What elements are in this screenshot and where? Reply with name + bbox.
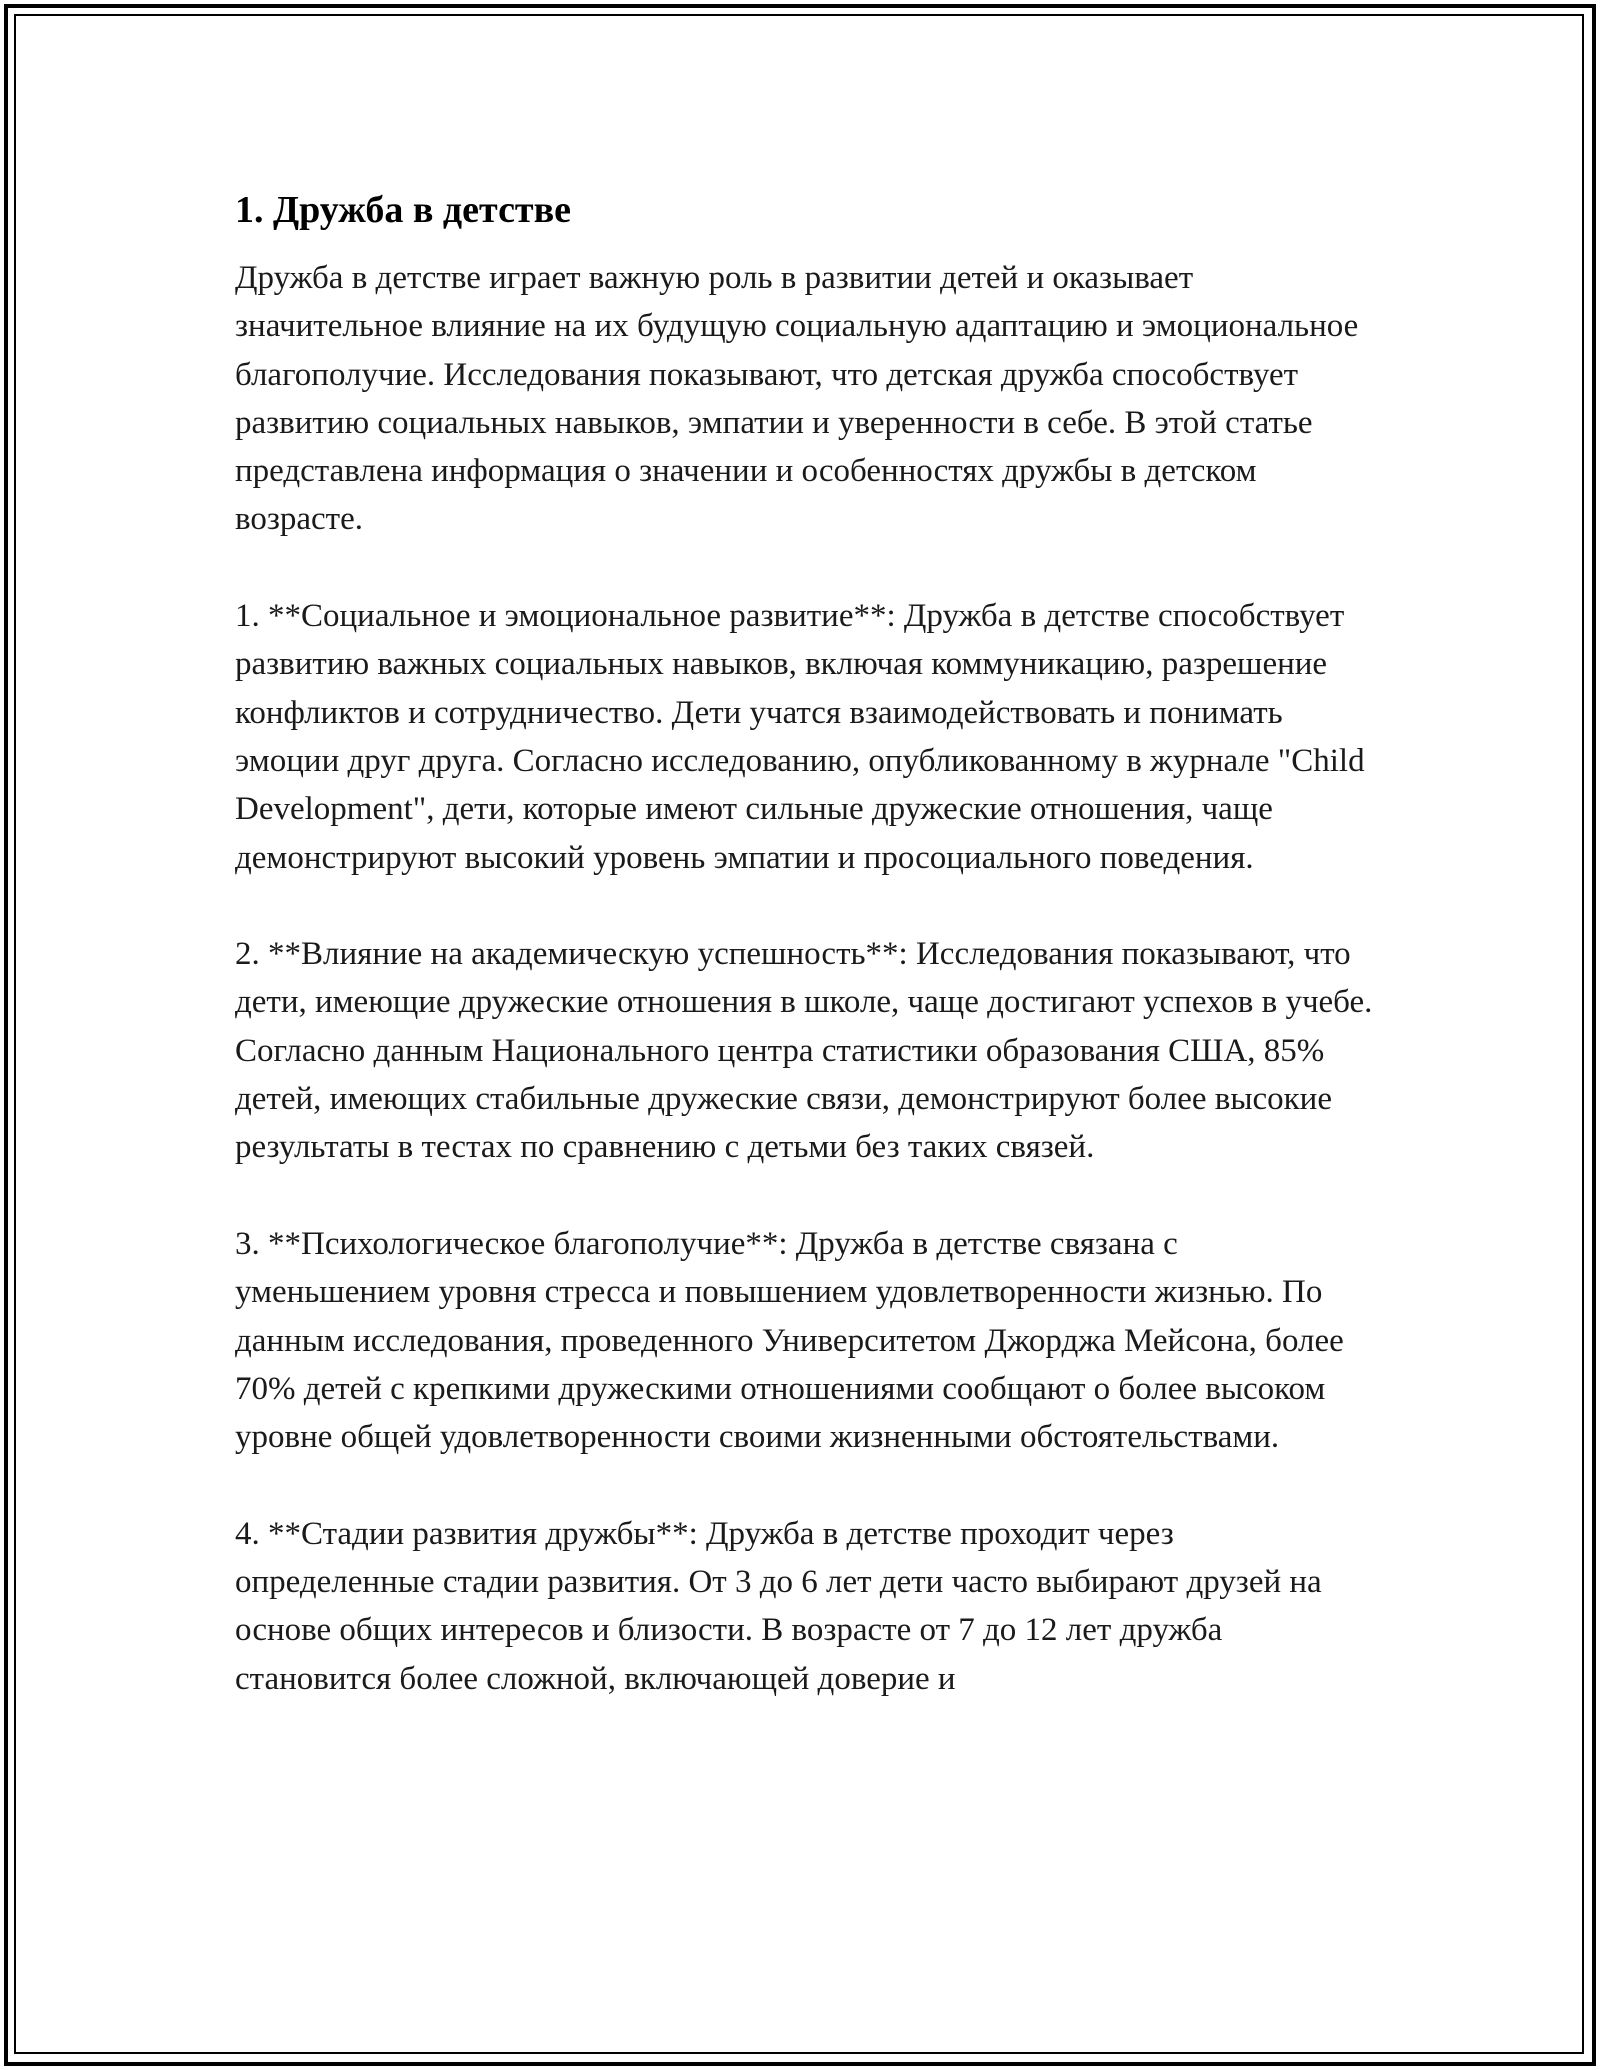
- paragraph-social-emotional: 1. **Социальное и эмоциональное развитие**: Дружба в детстве способствует развитию важных социальных навыков, включая коммуникацию, разрешение конфликтов и сотрудничество. Дети учатся взаимодействовать и понимать эмоции друг друга. Согласно исследованию, опубликованному в журнале "Child Development", дети, которые имеют сильные дружеские отношения, чаще демонстрируют высокий уровень эмпатии и просоциального поведения.: [235, 598, 1365, 876]
- document-body: [235, 186, 1375, 1703]
- paragraph-psychological: 3. **Психологическое благополучие**: Дружба в детстве связана с уменьшением уровня стресса и повышением удовлетворенности жизнью. По данным исследования, проведенного Университетом Джорджа Мейсона, более 70% детей с крепкими дружескими отношениями сообщают о более высоком уровне общей удовлетворенности своими жизненными обстоятельствами.: [235, 1225, 1344, 1456]
- section-heading: 1. Дружба в детстве: [235, 189, 571, 231]
- intro-paragraph: Дружба в детстве играет важную роль в развитии детей и оказывает значительное влияние на их будущую социальную адаптацию и эмоциональное благополучие. Исследования показывают, что детская дружба способствует развитию социальных навыков, эмпатии и уверенности в себе. В этой статье представлена информация о значении и особенностях дружбы в детском возрасте.: [235, 260, 1359, 538]
- paragraph-academic: 2. **Влияние на академическую успешность**: Исследования показывают, что дети, имеющие дружеские отношения в школе, чаще достигают успехов в учебе. Согласно данным Национального центра статистики образования США, 85% детей, имеющих стабильные дружеские связи, демонстрируют более высокие результаты в тестах по сравнению с детьми без таких связей.: [235, 936, 1373, 1166]
- paragraph-stages: 4. **Стадии развития дружбы**: Дружба в детстве проходит через определенные стадии развития. От 3 до 6 лет дети часто выбирают друзей на основе общих интересов и близости. В возрасте от 7 до 12 лет дружба становится более сложной, включающей доверие и: [235, 1515, 1322, 1697]
